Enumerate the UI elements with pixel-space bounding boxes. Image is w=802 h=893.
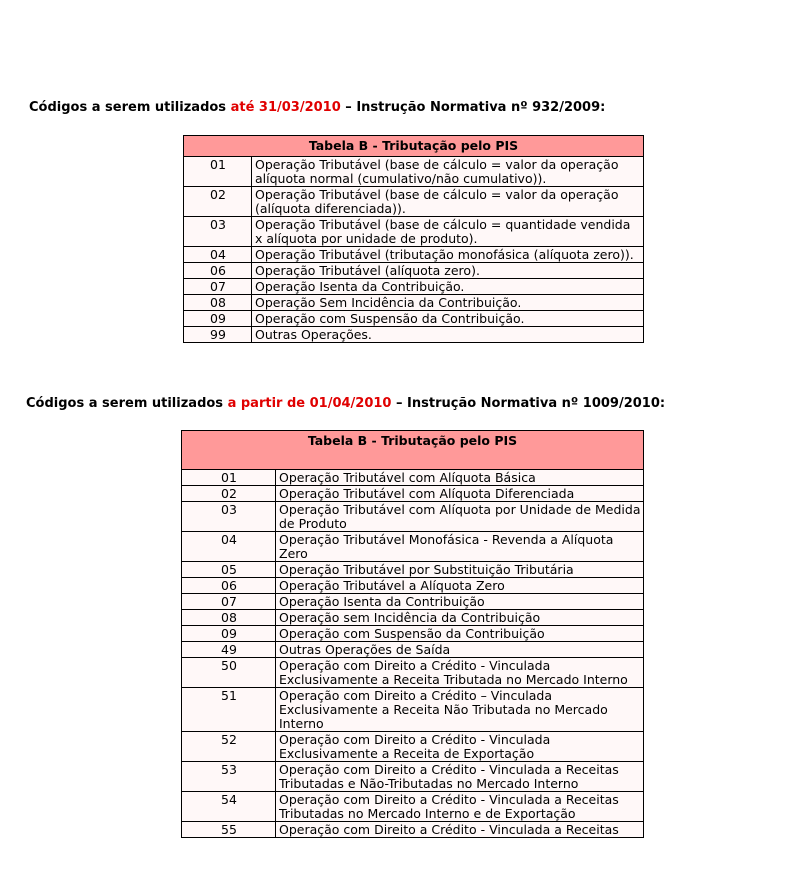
description-cell: Operação com Suspensão da Contribuição (276, 626, 644, 642)
table-row (182, 792, 644, 822)
description-cell: Operação Isenta da Contribuição (276, 594, 644, 610)
table-pis-1009 (181, 430, 644, 838)
description-cell: Operação Tributável com Alíquota Diferenciada (276, 486, 644, 502)
description-cell: Operação Isenta da Contribuição. (252, 279, 644, 295)
table-row (182, 610, 644, 626)
table-row (184, 187, 644, 217)
heading-prefix: Códigos a serem utilizados (29, 100, 231, 115)
table-row (184, 217, 644, 247)
code-cell: 52 (182, 732, 276, 762)
heading-date-highlight: a partir de 01/04/2010 (227, 396, 392, 411)
code-cell: 51 (182, 688, 276, 732)
description-cell: Operação com Direito a Crédito – Vinculada Exclusivamente a Receita Não Tributada no Mercado Interno (276, 688, 644, 732)
description-cell: Operação Sem Incidência da Contribuição. (252, 295, 644, 311)
description-cell: Operação Tributável (tributação monofásica (alíquota zero)). (252, 247, 644, 263)
code-cell: 06 (184, 263, 252, 279)
table-row (182, 732, 644, 762)
table-body (184, 157, 644, 343)
table-row (182, 486, 644, 502)
code-cell: 01 (184, 157, 252, 187)
code-cell: 03 (184, 217, 252, 247)
description-cell: Operação Tributável (alíquota zero). (252, 263, 644, 279)
table-row (182, 578, 644, 594)
code-cell: 07 (182, 594, 276, 610)
table-row (184, 157, 644, 187)
description-cell: Operação Tributável (base de cálculo = valor da operação (alíquota diferenciada)). (252, 187, 644, 217)
code-cell: 09 (182, 626, 276, 642)
code-cell: 50 (182, 658, 276, 688)
heading-from-2010 (26, 396, 665, 411)
table-row (182, 532, 644, 562)
code-cell: 02 (184, 187, 252, 217)
description-cell: Operação com Suspensão da Contribuição. (252, 311, 644, 327)
heading-prefix: Códigos a serem utilizados (26, 396, 228, 411)
table-row (182, 562, 644, 578)
code-cell: 03 (182, 502, 276, 532)
description-cell: Outras Operações de Saída (276, 642, 644, 658)
table-row (182, 594, 644, 610)
table-row (182, 762, 644, 792)
code-cell: 05 (182, 562, 276, 578)
table-row (184, 247, 644, 263)
description-cell: Operação com Direito a Crédito - Vinculada a Receitas Tributadas no Mercado Interno e de Exportação (276, 792, 644, 822)
description-cell: Operação Tributável por Substituição Tributária (276, 562, 644, 578)
code-cell: 04 (184, 247, 252, 263)
description-cell: Operação Tributável a Alíquota Zero (276, 578, 644, 594)
table-pis-932 (183, 135, 644, 343)
table-row (184, 279, 644, 295)
code-cell: 53 (182, 762, 276, 792)
code-cell: 54 (182, 792, 276, 822)
table-row (184, 327, 644, 343)
table-row (182, 470, 644, 486)
description-cell: Operação Tributável Monofásica - Revenda a Alíquota Zero (276, 532, 644, 562)
table-row (182, 642, 644, 658)
description-cell: Operação com Direito a Crédito - Vinculada a Receitas (276, 822, 644, 838)
code-cell: 55 (182, 822, 276, 838)
description-cell: Operação Tributável com Alíquota por Unidade de Medida de Produto (276, 502, 644, 532)
description-cell: Operação Tributável (base de cálculo = quantidade vendida x alíquota por unidade de produto). (252, 217, 644, 247)
code-cell: 01 (182, 470, 276, 486)
table-row (182, 502, 644, 532)
heading-date-highlight: até 31/03/2010 (230, 100, 341, 115)
description-cell: Outras Operações. (252, 327, 644, 343)
description-cell: Operação Tributável (base de cálculo = valor da operação alíquota normal (cumulativo/não cumulativo)). (252, 157, 644, 187)
code-cell: 07 (184, 279, 252, 295)
heading-suffix: – Instrução Normativa nº 932/2009: (340, 100, 606, 115)
heading-suffix: – Instrução Normativa nº 1009/2010: (391, 396, 666, 411)
code-cell: 04 (182, 532, 276, 562)
description-cell: Operação com Direito a Crédito - Vinculada a Receitas Tributadas e Não-Tributadas no Mercado Interno (276, 762, 644, 792)
code-cell: 06 (182, 578, 276, 594)
table-row (182, 688, 644, 732)
table-row (182, 626, 644, 642)
description-cell: Operação com Direito a Crédito - Vinculada Exclusivamente a Receita de Exportação (276, 732, 644, 762)
table-title: Tabela B - Tributação pelo PIS (184, 136, 644, 157)
heading-until-2010 (29, 100, 605, 115)
code-cell: 08 (184, 295, 252, 311)
table-row (184, 311, 644, 327)
code-cell: 08 (182, 610, 276, 626)
description-cell: Operação Tributável com Alíquota Básica (276, 470, 644, 486)
description-cell: Operação sem Incidência da Contribuição (276, 610, 644, 626)
table-row (184, 263, 644, 279)
code-cell: 99 (184, 327, 252, 343)
description-cell: Operação com Direito a Crédito - Vinculada Exclusivamente a Receita Tributada no Mercado Interno (276, 658, 644, 688)
code-cell: 09 (184, 311, 252, 327)
code-cell: 49 (182, 642, 276, 658)
table-row (182, 658, 644, 688)
code-cell: 02 (182, 486, 276, 502)
table-row (182, 822, 644, 838)
table-title: Tabela B - Tributação pelo PIS (182, 431, 644, 470)
table-row (184, 295, 644, 311)
table-body (182, 470, 644, 838)
